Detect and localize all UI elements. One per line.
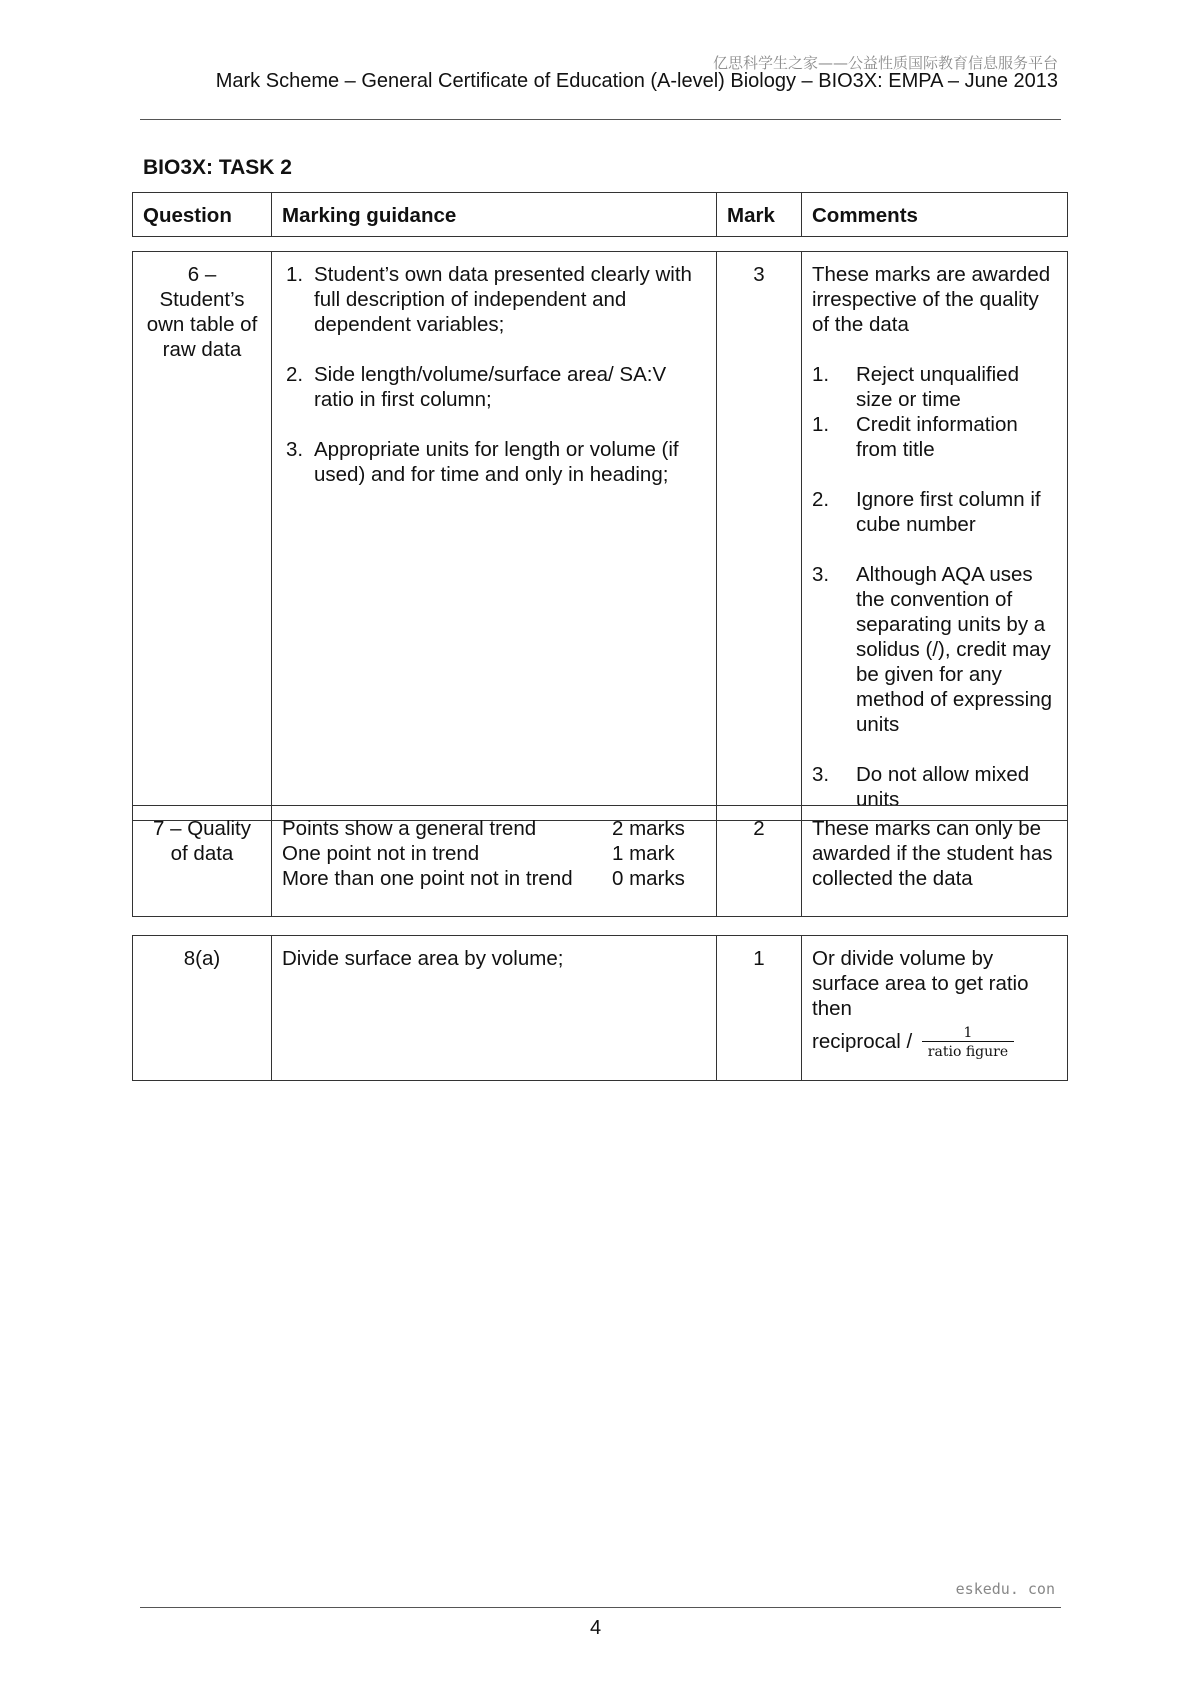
list-item: 2. Side length/volume/surface area/ SA:V ratio in first column;: [286, 363, 667, 411]
list-item: 3. Appropriate units for length or volume (if used) and for time and only in heading;: [286, 438, 679, 486]
list-item: 1. Student’s own data presented clearly with full description of independent and dependent variables;: [286, 263, 692, 336]
trend-row: One point not in trend 1 mark: [282, 842, 675, 865]
fraction: $\frac{1}{\text{ratio figure}}$: [922, 1025, 1014, 1060]
document-header: Mark Scheme – General Certificate of Education (A-level) Biology – BIO3X: EMPA – June 2013: [215, 70, 1058, 92]
page-number: 4: [589, 1617, 602, 1639]
header-divider: [140, 119, 1061, 120]
question-7-table: [132, 805, 1068, 917]
q7-mark: 2: [717, 806, 802, 917]
q8a-comment: Or divide volume by surface area to get ratio then: [812, 947, 1029, 1020]
watermark-text: 亿思科学生之家——公益性质国际教育信息服务平台: [712, 54, 1058, 72]
footer-divider: [140, 1607, 1061, 1608]
q7-comment: These marks can only be awarded if the student has collected the data: [802, 806, 1068, 917]
list-item: 3. Although AQA uses the convention of separating units by a solidus (/), credit may be given for any method of expressing units: [812, 563, 1053, 736]
q8a-comments: [802, 936, 1068, 1081]
question-6-table: [132, 251, 1068, 821]
header-comments: Comments: [802, 193, 1068, 237]
q7-guidance: [272, 806, 717, 917]
list-item: 3. Do not allow mixed units: [812, 763, 1030, 811]
q6-mark: 3: [717, 252, 802, 821]
q6-question: 6 – Student’s own table of raw data: [133, 252, 272, 821]
footer-site-text: eskedu. con: [955, 1580, 1055, 1598]
q7-question: 7 – Quality of data: [133, 806, 272, 917]
q6-comments: [802, 252, 1068, 821]
header-guidance: Marking guidance: [272, 193, 717, 237]
list-item: 1. Credit information from title: [812, 413, 1018, 461]
q8a-mark: 1: [717, 936, 802, 1081]
list-item: 2. Ignore first column if cube number: [812, 488, 1041, 536]
header-question: Question: [133, 193, 272, 237]
task-title: BIO3X: TASK 2: [143, 156, 292, 179]
header-mark: Mark: [717, 193, 802, 237]
trend-row: More than one point not in trend 0 marks: [282, 867, 685, 890]
trend-row: Points show a general trend 2 marks: [282, 817, 685, 840]
question-8a-table: [132, 935, 1068, 1081]
q8a-reciprocal: reciprocal / $\frac{1}{\text{ratio figure}}$: [812, 1025, 1057, 1060]
q8a-question: 8(a): [133, 936, 272, 1081]
q8a-guidance: Divide surface area by volume;: [272, 936, 717, 1081]
q6-comment-intro: These marks are awarded irrespective of the quality of the data: [812, 263, 1051, 336]
column-header-table: [132, 192, 1068, 237]
list-item: 1. Reject unqualified size or time: [812, 363, 1019, 411]
q6-guidance: [272, 252, 717, 821]
